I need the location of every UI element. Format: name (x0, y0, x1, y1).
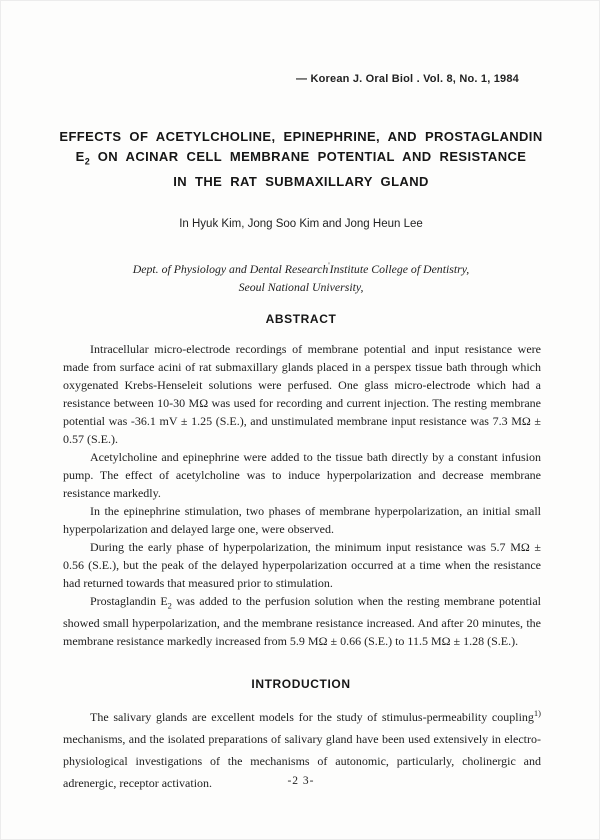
affiliation (41, 257, 561, 296)
abstract-paragraph-1: Intracellular micro-electrode recordings of membrane potential and input resistance were made from surface acini of rat submaxillary glands placed in a perspex tissue bath through which oxygenated Krebs-Henseleit solutions were perfused. One glass micro-electrode which had a resistance between 10-30 MΩ was used for recording and current injection. The resting membrane potential was -36.1 mV ± 1.25 (S.E.), and unstimulated membrane input resistance was 7.3 MΩ ± 0.57 (S.E.). (63, 342, 541, 446)
title-line-1: EFFECTS OF ACETYLCHOLINE, EPINEPHRINE, AND PROSTAGLANDIN (59, 129, 543, 144)
title-line2-rest: ON ACINAR CELL MEMBRANE POTENTIAL AND RESISTANCE (89, 149, 527, 164)
prostaglandin-subscript-2: 2 (167, 600, 172, 611)
title-subscript-2: 2 (84, 156, 90, 167)
title-line2-base: E (75, 149, 85, 164)
authors-line: In Hyuk Kim, Jong Soo Kim and Jong Heun Lee (179, 218, 423, 230)
title-line-3: IN THE RAT SUBMAXILLARY GLAND (173, 173, 429, 189)
article-title (41, 127, 561, 192)
journal-header: — Korean J. Oral Biol . Vol. 8, No. 1, 1984 (296, 73, 519, 85)
introduction-heading: INTRODUCTION (251, 677, 351, 691)
affiliation-line1-post: Institute College of Dentistry, (329, 261, 470, 276)
abstract-section (63, 340, 541, 650)
affiliation-line1-pre: Dept. of Physiology and Dental Research (132, 261, 329, 276)
abstract-p5-pre: Prostaglandin E (90, 594, 168, 608)
abstract-paragraph-5 (63, 592, 541, 650)
introduction-p1-post: mechanisms, and the isolated preparations of salivary gland have been used extensively in electro-physiological investigations of the mechanisms of autonomic, particularly, cholinergic and adrenergic, receptor activation. (63, 732, 541, 790)
affiliation-line-1 (41, 257, 561, 278)
citation-superscript-1: 1) (533, 708, 541, 718)
introduction-p1-pre: The salivary glands are excellent models for the study of stimulus-permeability coupling (90, 710, 534, 724)
abstract-paragraph-3: In the epinephrine stimulation, two phases of membrane hyperpolarization, an initial small hyperpolarization and delayed large one, were observed. (63, 504, 541, 536)
title-line-2 (41, 147, 561, 172)
page-number: -2 3- (287, 775, 315, 787)
affiliation-mark: ' (328, 261, 330, 270)
abstract-paragraph-4: During the early phase of hyperpolarization, the minimum input resistance was 5.7 MΩ ± 0.56 (S.E.), but the peak of the delayed hyperpolarization occurred at a time when the resistance had returned towards that measured prior to stimulation. (63, 540, 541, 590)
abstract-p5-post: was added to the perfusion solution when the resting membrane potential showed small hyperpolarization, and the membrane resistance increased. And after 20 minutes, the membrane resistance markedly increased from 5.9 MΩ ± 0.66 (S.E.) to 11.5 MΩ ± 1.28 (S.E.). (63, 594, 541, 649)
abstract-paragraph-2: Acetylcholine and epinephrine were added to the tissue bath directly by a constant infusion pump. The effect of acetylcholine was to induce hyperpolarization and decrease membrane resistance markedly. (63, 450, 541, 500)
affiliation-line-2: Seoul National University, (238, 279, 364, 294)
abstract-heading: ABSTRACT (265, 312, 337, 326)
